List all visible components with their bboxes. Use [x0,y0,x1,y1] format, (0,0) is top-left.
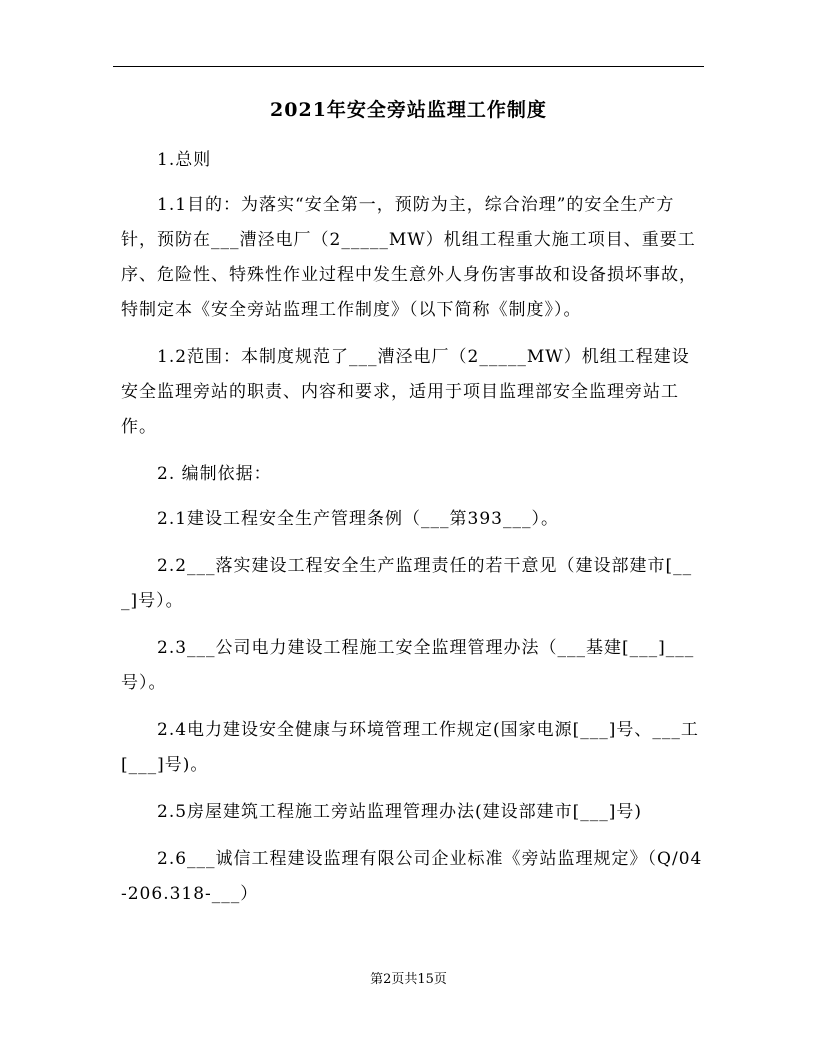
header-rule [113,66,704,67]
section-heading-basis: 2. 编制依据： [157,464,272,484]
paragraph-basis-2-6: 2.6___诚信工程建设监理有限公司企业标准《旁站监理规定》（Q/04-206.318-___） [121,849,703,904]
document-body [121,143,706,924]
section-heading-general: 1.总则 [157,150,212,170]
paragraph-purpose: 1.1目的：为落实“安全第一，预防为主，综合治理”的安全生产方针，预防在___漕泾电厂（2_____MW）机组工程重大施工项目、重要工序、危险性、特殊性作业过程中发生意外人身伤害事故和设备损坏事故，特制定本《安全旁站监理工作制度》（以下简称《制度》）。 [121,195,697,320]
document-title: 2021年安全旁站监理工作制度 [270,99,547,121]
paragraph-basis-2-2: 2.2___落实建设工程安全生产监理责任的若干意见（建设部建市[___]号）。 [121,556,693,611]
paragraph-basis-2-4: 2.4电力建设安全健康与环境管理工作规定(国家电源[___]号、___工[___]号)。 [121,720,699,775]
paragraph-basis-2-5: 2.5房屋建筑工程施工旁站监理管理办法(建设部建市[___]号) [157,802,643,822]
paragraph-scope: 1.2范围：本制度规范了___漕泾电厂（2_____MW）机组工程建设安全监理旁站的职责、内容和要求，适用于项目监理部安全监理旁站工作。 [121,347,690,437]
paragraph-basis-2-3: 2.3___公司电力建设工程施工安全监理管理办法（___基建[___]___号）。 [121,638,695,693]
page-number-footer: 第2页共15页 [370,972,447,987]
paragraph-basis-2-1: 2.1建设工程安全生产管理条例（___第393___）。 [157,509,559,529]
